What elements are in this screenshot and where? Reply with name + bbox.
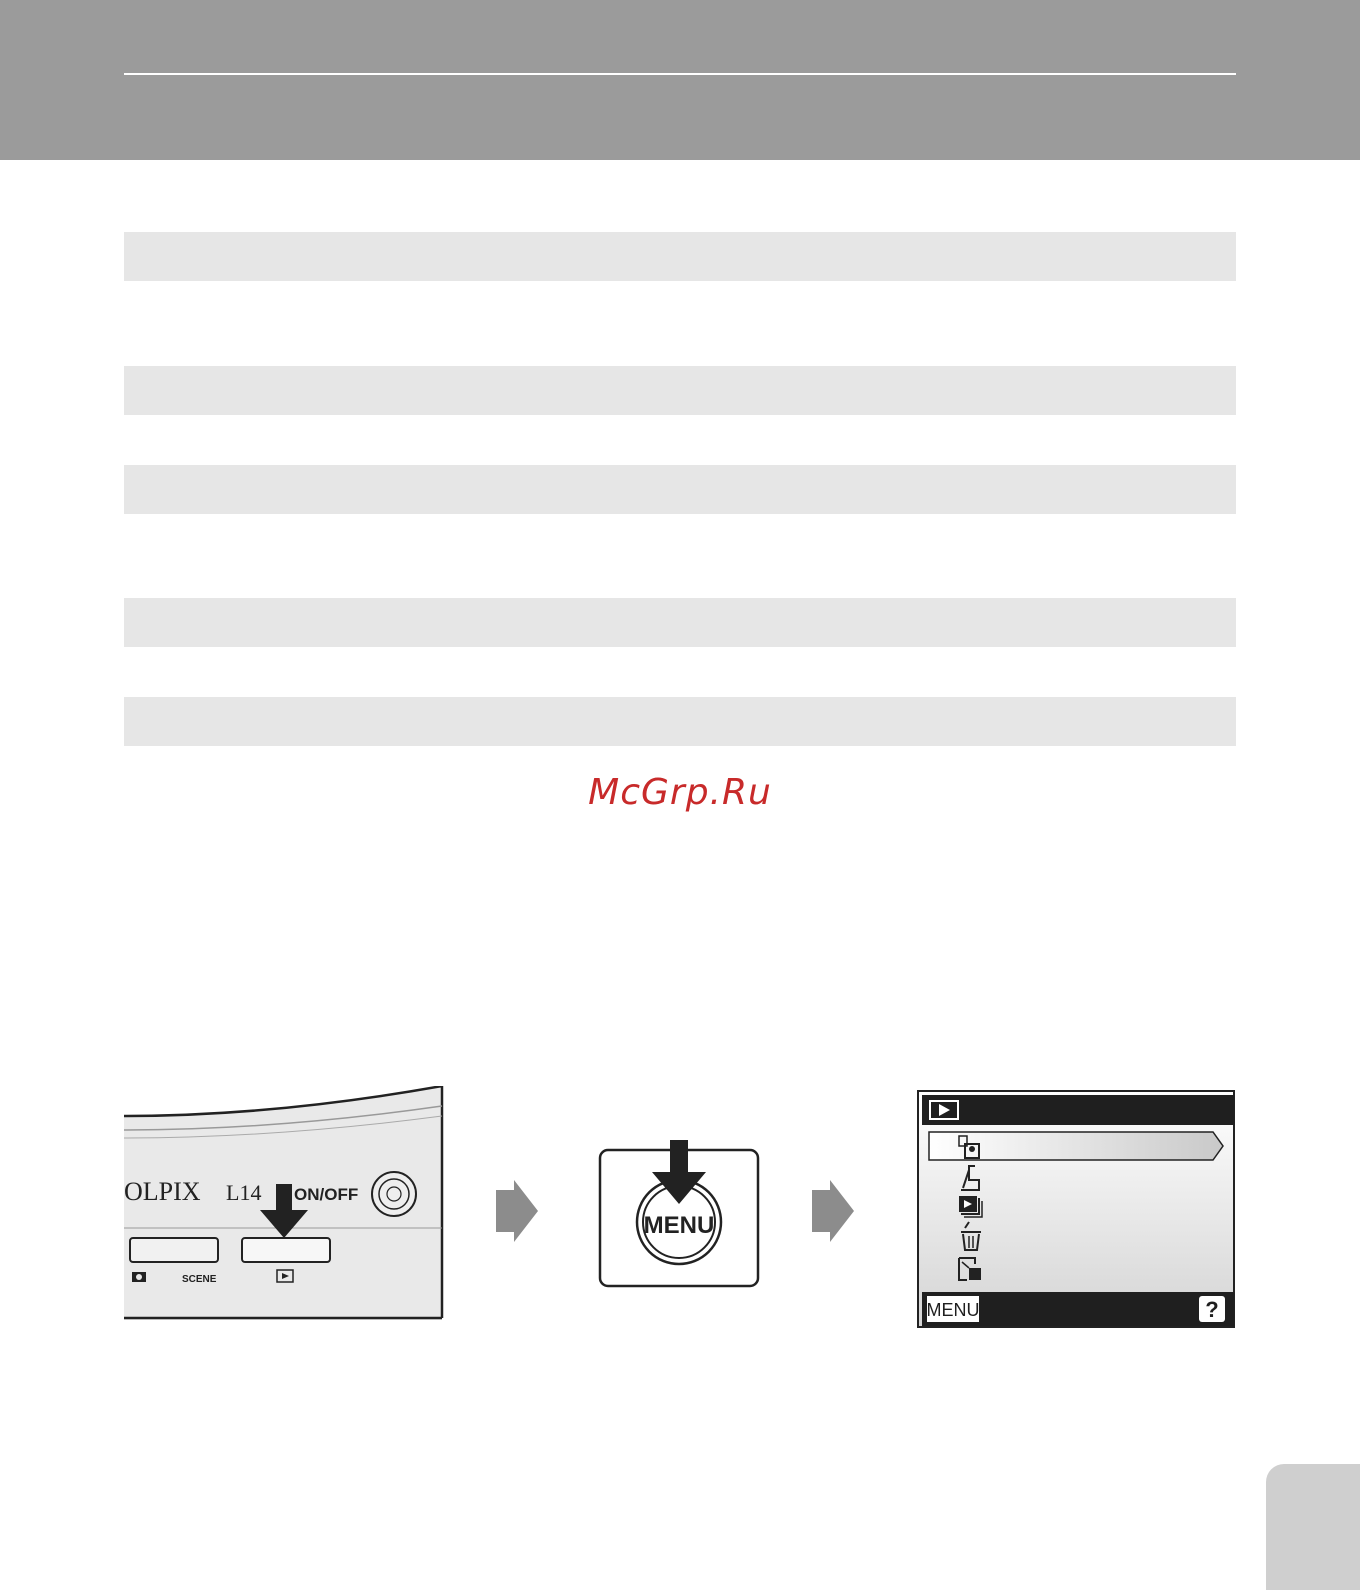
camera-model-text: L14 — [226, 1180, 262, 1205]
slide-show-icon[interactable] — [959, 1196, 982, 1217]
shooting-mode-button[interactable] — [130, 1238, 218, 1262]
playback-menu-screen — [917, 1090, 1237, 1330]
step-arrow-icon — [496, 1180, 538, 1242]
help-label: ? — [1205, 1297, 1219, 1322]
playback-button[interactable] — [242, 1238, 330, 1262]
header-band — [0, 0, 1360, 160]
playback-mode-icon — [929, 1100, 959, 1120]
camera-mode-icon — [132, 1272, 146, 1282]
menu-footer-label: MENU — [926, 1300, 980, 1320]
table-row — [124, 232, 1236, 281]
table-row — [124, 366, 1236, 415]
menu-item-selected[interactable] — [929, 1132, 1223, 1160]
power-label: ON/OFF — [294, 1185, 359, 1204]
header-rule — [124, 73, 1236, 75]
camera-brand-text: OLPIX — [124, 1177, 201, 1206]
side-tab — [1266, 1464, 1360, 1590]
step-arrow-icon — [812, 1180, 854, 1242]
watermark: McGrp.Ru — [588, 772, 772, 813]
camera-top-illustration — [124, 1086, 444, 1320]
menu-button-label[interactable]: MENU — [643, 1212, 715, 1239]
table-row — [124, 598, 1236, 647]
table-row — [124, 465, 1236, 514]
mode-label: SCENE — [182, 1274, 217, 1285]
table-row — [124, 697, 1236, 746]
menu-button-illustration — [598, 1140, 762, 1290]
